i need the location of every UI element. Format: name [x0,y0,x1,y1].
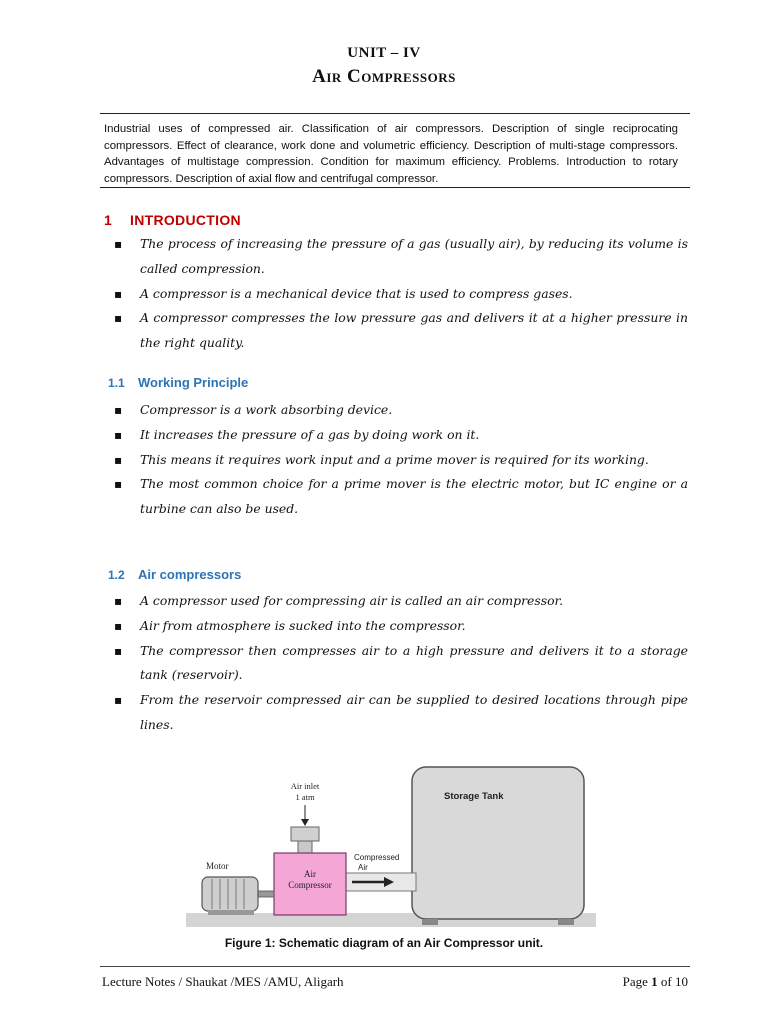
footer-left-text: Lecture Notes / Shaukat /MES /AMU, Aligarh [102,974,344,989]
list-item: ▪ A compressor used for compressing air is called an air compressor. [110,589,688,614]
compressor-schematic-diagram [186,755,596,935]
current-page: 1 [651,974,658,989]
air-compressors-list [110,589,688,738]
motor-mount [208,910,254,915]
motor-label: Motor [206,861,229,871]
atm-label: 1 atm [295,792,315,802]
drive-shaft [256,891,274,897]
working-principle-list [110,398,688,522]
subsection-title: Working Principle [138,375,249,390]
page-title: Air Compressors [312,66,456,87]
compressor-label: Compressor [288,880,332,890]
figure-caption: Figure 1: Schematic diagram of an Air Compressor unit. [224,936,544,950]
section-heading-introduction [104,212,241,228]
intake-arrow-head [301,819,309,826]
list-item: ▪ From the reservoir compressed air can be supplied to desired locations through pipe lines. [110,688,688,738]
introduction-list [110,232,688,356]
page-suffix: of 10 [657,974,688,989]
section-number: 1 [104,212,113,228]
compressor-label: Air [304,869,316,879]
page-prefix: Page [622,974,652,989]
list-item: ▪ Compressor is a work absorbing device. [110,398,688,423]
list-item: ▪ The compressor then compresses air to a high pressure and delivers it to a storage tank (reservoir). [110,639,688,689]
subsection-number: 1.1 [108,376,125,390]
intake-flange [291,827,319,841]
tank-label: Storage Tank [444,791,504,802]
air-inlet-label: Air inlet [290,781,320,791]
page-number [623,974,688,990]
list-item: ▪ The most common choice for a prime mover is the electric motor, but IC engine or a turbine can also be used. [110,472,688,522]
subsection-heading-working-principle [108,375,248,390]
motor-body [202,877,258,911]
list-item: ▪ A compressor compresses the low pressure gas and delivers it at a higher pressure in the right quality. [110,306,688,356]
tank-foot [558,919,574,925]
subsection-heading-air-compressors [108,567,241,582]
syllabus-top-rule [100,113,690,114]
list-item: ▪ This means it requires work input and a prime mover is required for its working. [110,448,688,473]
tank-foot [422,919,438,925]
subsection-number: 1.2 [108,568,125,582]
list-item: ▪ Air from atmosphere is sucked into the compressor. [110,614,688,639]
list-item: ▪ The process of increasing the pressure of a gas (usually air), by reducing its volume is called compression. [110,232,688,282]
storage-tank [412,767,584,919]
syllabus-bottom-rule [100,187,690,188]
subsection-title: Air compressors [138,567,242,582]
unit-heading: UNIT – IV [347,45,421,61]
compressed-air-label: Compressed [354,853,400,862]
section-title: INTRODUCTION [130,212,241,228]
list-item: ▪ A compressor is a mechanical device that is used to compress gases. [110,282,688,307]
footer-rule [100,966,690,967]
intake-pipe [298,841,312,853]
syllabus-text: Industrial uses of compressed air. Classification of air compressors. Description of single reciprocating compressors. Effect of clearance, work done and volumetric efficiency. Description of multi-stage compressors. Advantages of multistage compression. Condition for maximum efficiency. Problems. Introduction to rotary compressors. Description of axial flow and centrifugal compressor. [104,123,678,185]
compressed-air-label: Air [358,863,368,872]
list-item: ▪ It increases the pressure of a gas by doing work on it. [110,423,688,448]
